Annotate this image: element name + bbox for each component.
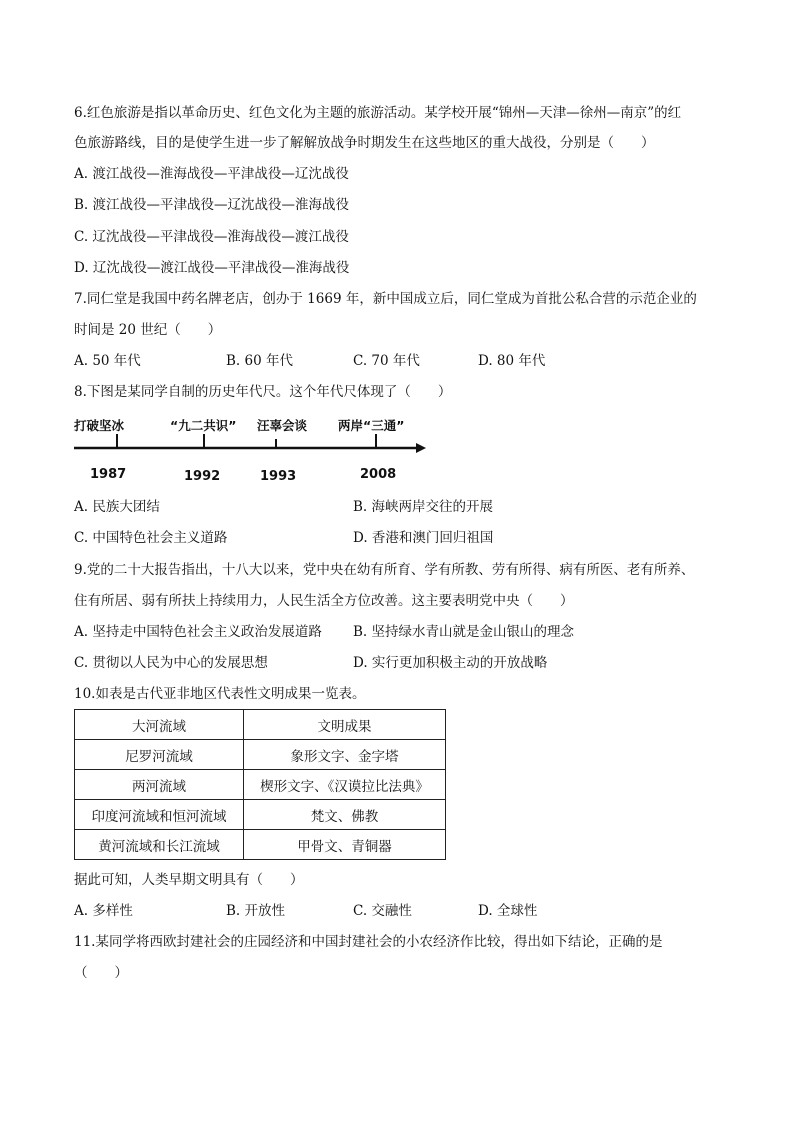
timeline-arrow-icon xyxy=(416,443,426,453)
q8-option-b: B. 海峡两岸交往的开展 xyxy=(353,499,494,515)
q6-option-b: B. 渡江战役—平津战役—辽沈战役—淮海战役 xyxy=(74,197,350,213)
q10-option-b: B. 开放性 xyxy=(226,903,286,919)
q10-conclusion: 据此可知，人类早期文明具有（ ） xyxy=(74,872,304,888)
table-cell: 象形文字、金字塔 xyxy=(244,740,446,770)
q6-stem-line2: 色旅游路线，目的是使学生进一步了解解放战争时期发生在这些地区的重大战役，分别是（ ） xyxy=(74,135,655,151)
q7-option-c: C. 70 年代 xyxy=(353,353,420,369)
q9-option-c: C. 贯彻以人民为中心的发展思想 xyxy=(74,655,268,671)
q6-option-a: A. 渡江战役—淮海战役—平津战役—辽沈战役 xyxy=(74,166,349,182)
civilization-table xyxy=(74,709,446,860)
table-cell: 黄河流域和长江流域 xyxy=(75,830,244,860)
table-cell: 楔形文字、《汉谟拉比法典》 xyxy=(244,770,446,800)
q9-option-a: A. 坚持走中国特色社会主义政治发展道路 xyxy=(74,624,322,640)
q7-option-a: A. 50 年代 xyxy=(74,353,141,369)
q8-stem: 8.下图是某同学自制的历史年代尺。这个年代尺体现了（ ） xyxy=(74,384,452,400)
q10-option-c: C. 交融性 xyxy=(353,903,412,919)
table-cell: 尼罗河流域 xyxy=(75,740,244,770)
timeline-event-label: “九二共识” xyxy=(170,418,237,433)
q6-option-c: C. 辽沈战役—平津战役—淮海战役—渡江战役 xyxy=(74,229,349,245)
timeline-event-label: 打破坚冰 xyxy=(74,418,125,433)
history-timeline xyxy=(70,408,430,488)
q8-option-a: A. 民族大团结 xyxy=(74,499,160,515)
q11-stem-line1: 11.某同学将西欧封建社会的庄园经济和中国封建社会的小农经济作比较，得出如下结论，正确的是 xyxy=(74,934,663,950)
timeline-year: 2008 xyxy=(360,467,397,482)
table-row xyxy=(75,740,446,770)
q8-option-d: D. 香港和澳门回归祖国 xyxy=(353,530,494,546)
table-cell: 两河流域 xyxy=(75,770,244,800)
q9-stem-line1: 9.党的二十大报告指出，十八大以来，党中央在幼有所育、学有所教、劳有所得、病有所医、老有所养、 xyxy=(74,562,695,578)
table-header-cell: 大河流域 xyxy=(75,710,244,740)
q10-option-d: D. 全球性 xyxy=(478,903,538,919)
timeline-year: 1987 xyxy=(90,467,127,482)
table-row xyxy=(75,800,446,830)
q7-option-d: D. 80 年代 xyxy=(478,353,546,369)
timeline-event-label: 两岸“三通” xyxy=(338,418,405,433)
table-cell: 印度河流域和恒河流域 xyxy=(75,800,244,830)
q7-option-b: B. 60 年代 xyxy=(226,353,293,369)
q9-stem-line2: 住有所居、弱有所扶上持续用力，人民生活全方位改善。这主要表明党中央（ ） xyxy=(74,593,574,609)
q9-option-d: D. 实行更加积极主动的开放战略 xyxy=(353,655,548,671)
q7-stem-line2: 时间是 20 世纪（ ） xyxy=(74,322,222,338)
table-cell: 甲骨文、青铜器 xyxy=(244,830,446,860)
timeline-graphic xyxy=(70,408,430,488)
q10-option-a: A. 多样性 xyxy=(74,903,133,919)
q8-option-c: C. 中国特色社会主义道路 xyxy=(74,530,228,546)
table-header-cell: 文明成果 xyxy=(244,710,446,740)
timeline-year: 1992 xyxy=(184,469,221,484)
q6-option-d: D. 辽沈战役—渡江战役—平津战役—淮海战役 xyxy=(74,260,350,276)
q10-stem: 10.如表是古代亚非地区代表性文明成果一览表。 xyxy=(74,686,366,702)
table-header-row xyxy=(75,710,446,740)
timeline-event-label: 汪辜会谈 xyxy=(257,418,308,433)
table-row xyxy=(75,770,446,800)
table-row xyxy=(75,830,446,860)
q7-stem-line1: 7.同仁堂是我国中药名牌老店，创办于 1669 年，新中国成立后，同仁堂成为首批公私合营的示范企业的 xyxy=(74,291,697,307)
timeline-year: 1993 xyxy=(260,469,297,484)
q11-stem-line2: （ ） xyxy=(74,965,128,981)
table-cell: 梵文、佛教 xyxy=(244,800,446,830)
q6-stem-line1: 6.红色旅游是指以革命历史、红色文化为主题的旅游活动。某学校开展“锦州—天津—徐州—南京”的红 xyxy=(74,105,682,121)
q9-option-b: B. 坚持绿水青山就是金山银山的理念 xyxy=(353,624,575,640)
